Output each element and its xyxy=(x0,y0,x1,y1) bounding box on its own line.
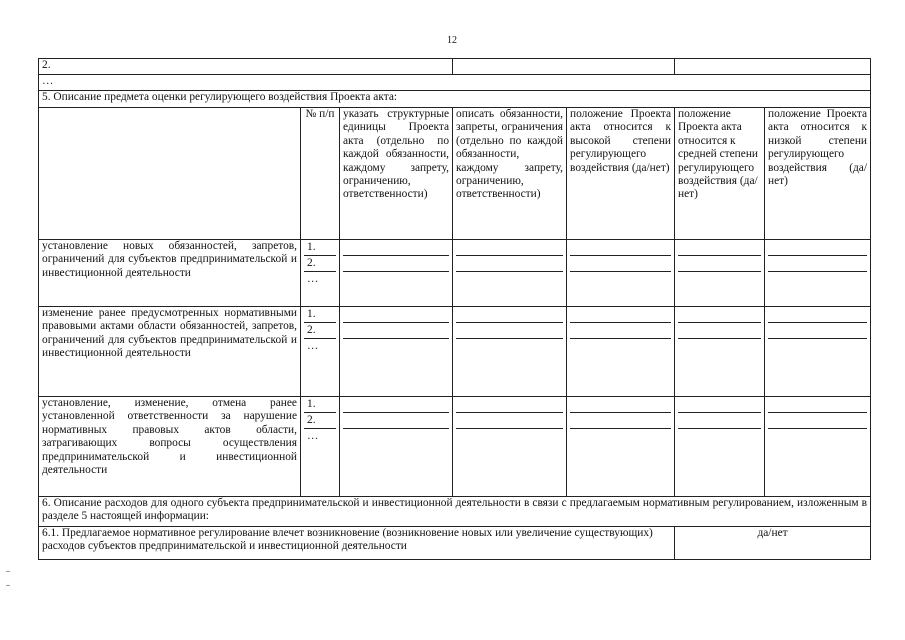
regulation-table xyxy=(38,58,871,560)
item-numbers xyxy=(301,397,340,497)
column-header-number: № п/п xyxy=(301,108,340,240)
list-item: 2. xyxy=(304,256,336,272)
column-header-high-degree: положение Проекта акта относится к высокой степени регулирующего воздействия (да/нет) xyxy=(567,108,675,240)
list-item: 1. xyxy=(304,397,336,413)
group-label: установление новых обязанностей, запретов, ограничений для субъектов предпринимательской и инвестиционной деятельности xyxy=(39,240,301,307)
list-item: 2. xyxy=(304,323,336,339)
row-label: … xyxy=(39,75,871,91)
group-label: изменение ранее предусмотренных нормативными правовыми актами области обязанностей, запретов, ограничений для субъектов предпринимательской и инвестиционной деятельности xyxy=(39,307,301,397)
column-header-low-degree: положение Проекта акта относится к низкой степени регулирующего воздействия (да/нет) xyxy=(765,108,871,240)
section5-heading: 5. Описание предмета оценки регулирующего воздействия Проекта акта: xyxy=(39,91,871,108)
section6-item-text: 6.1. Предлагаемое нормативное регулирование влечет возникновение (возникновение новых или увеличение существующих) расходов субъектов предпринимательской и инвестиционной деятельности xyxy=(39,527,675,560)
group-row xyxy=(39,307,871,397)
list-item: 2. xyxy=(304,413,336,429)
group-row xyxy=(39,240,871,307)
section6-heading: 6. Описание расходов для одного субъекта предпринимательской и инвестиционной деятельности в связи с предлагаемым нормативным регулированием, изложенным в разделе 5 настоящей информации: xyxy=(39,497,871,527)
list-item: 1. xyxy=(304,307,336,323)
section6-heading-row xyxy=(39,497,871,527)
list-item: 1. xyxy=(304,240,336,256)
list-item: … xyxy=(307,430,319,442)
table-row xyxy=(39,59,871,75)
group-label: установление, изменение, отмена ранее установленной ответственности за нарушение нормативных правовых актов области, затрагивающих вопросы осуществления предпринимательской и инвестиционной деятельности xyxy=(39,397,301,497)
group-row xyxy=(39,397,871,497)
section5-heading-row xyxy=(39,91,871,108)
column-header-medium-degree: положение Проекта акта относится к средней степени регулирующего воздействия (да/нет) xyxy=(675,108,765,240)
header-row xyxy=(39,108,871,240)
row-label: 2. xyxy=(39,59,453,75)
margin-mark xyxy=(6,571,10,572)
section6-item-answer: да/нет xyxy=(675,527,871,560)
page-number: 12 xyxy=(447,35,457,46)
column-header-obligations: описать обязанности, запреты, ограничения (отдельно по каждой обязанности, каждому запрету, ограничению, ответственности) xyxy=(453,108,567,240)
item-numbers xyxy=(301,307,340,397)
margin-mark xyxy=(6,585,10,586)
list-item: … xyxy=(307,340,319,352)
section6-item-row xyxy=(39,527,871,560)
list-item: … xyxy=(307,273,319,285)
table-row xyxy=(39,75,871,91)
column-header-structural-units: указать структурные единицы Проекта акта (отдельно по каждой обязанности, каждому запрету, ограничению, ответственности) xyxy=(340,108,453,240)
item-numbers xyxy=(301,240,340,307)
